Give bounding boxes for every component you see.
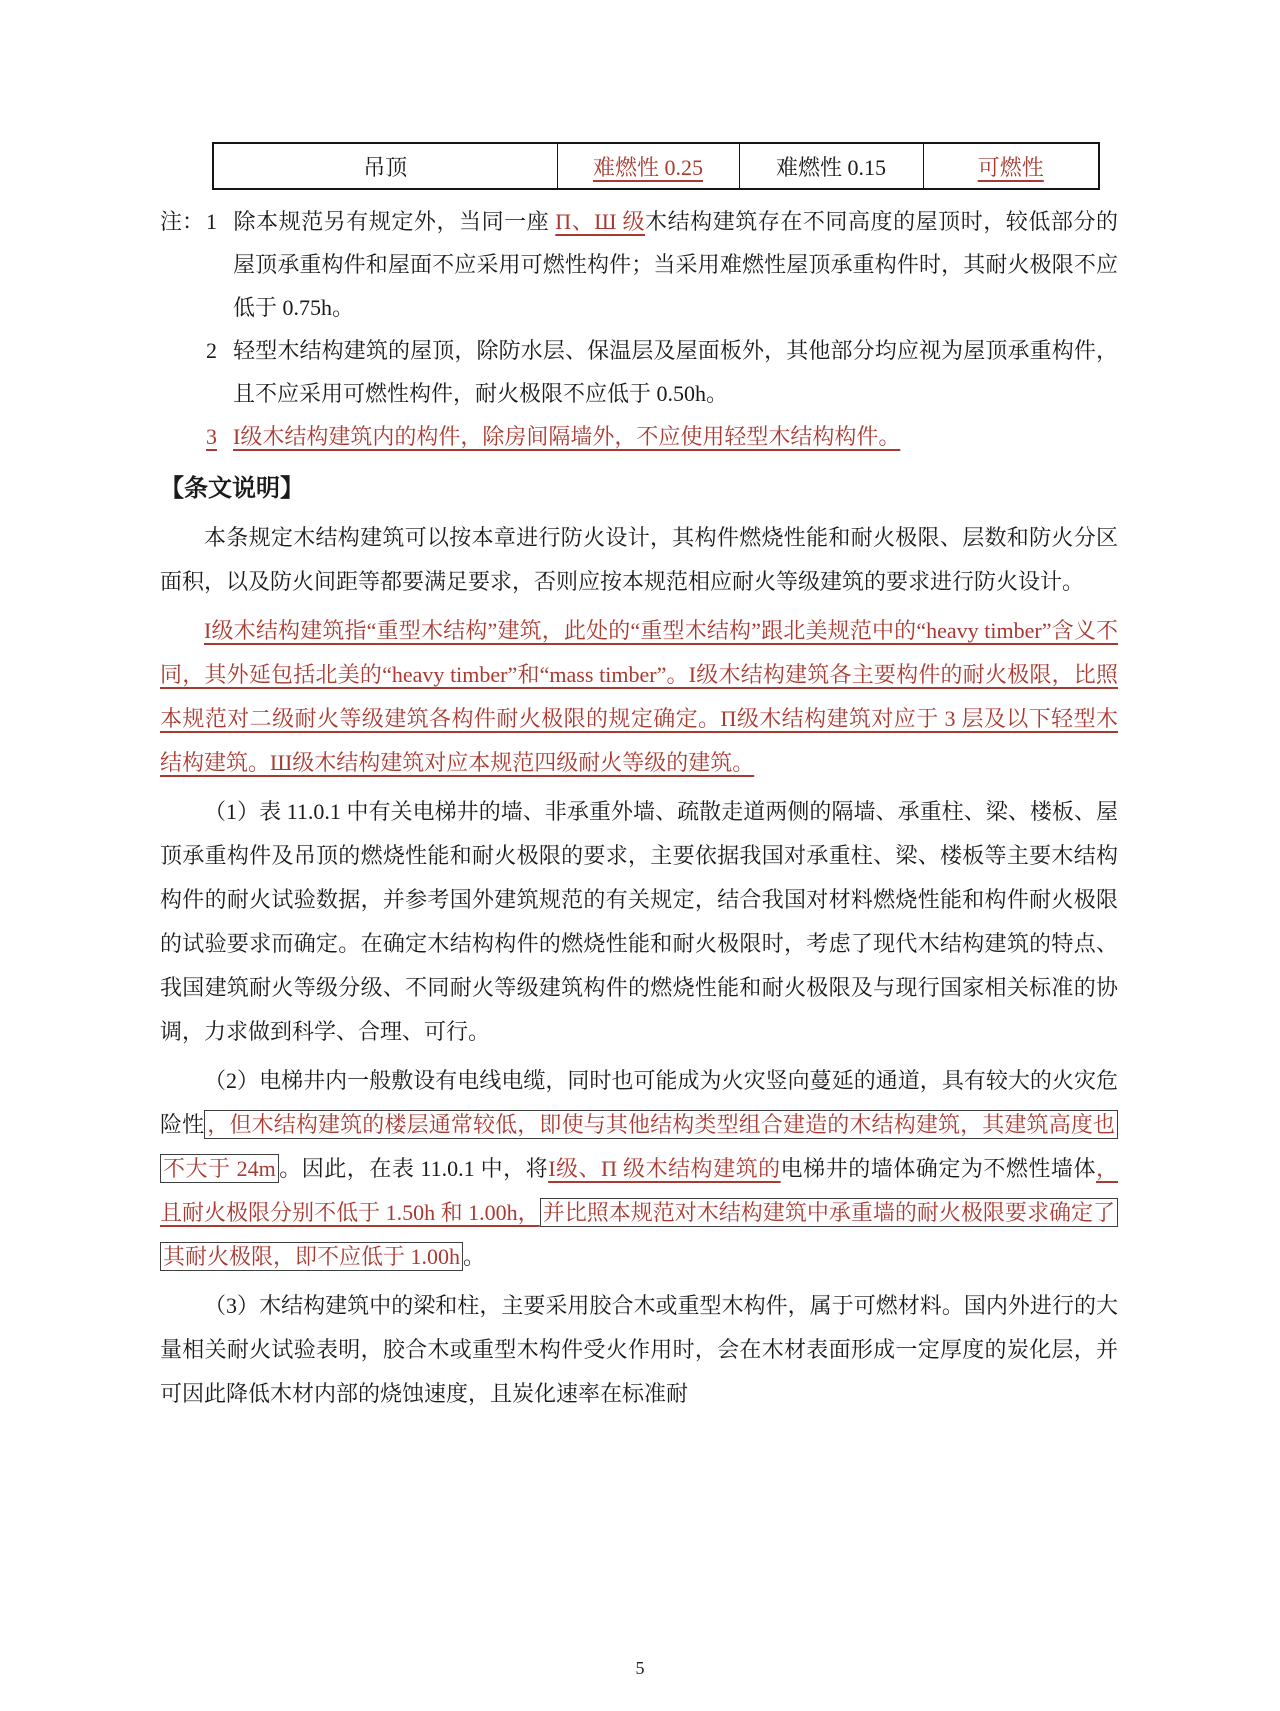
text-segment: 除本规范另有规定外，当同一座 — [233, 209, 556, 234]
table-cell-text: 难燃性 0.15 — [775, 154, 886, 180]
note-number: 1 — [206, 209, 217, 234]
table-cell — [923, 143, 1099, 189]
paragraph — [160, 609, 1118, 785]
text-segment: ，但木结构建筑的楼层通常较低，即使与其他结构类型组合建造的木结构建筑，其建筑高度也不大于 24m — [160, 1110, 1118, 1183]
text-segment: Π、Ш 级 — [555, 209, 646, 234]
text-segment: ，且耐火极限分别不低于 1.50h 和 1.00h， — [160, 1156, 1118, 1225]
note-item — [160, 329, 1118, 415]
fire-resistance-table-fragment — [212, 142, 1100, 190]
table-cell — [557, 143, 739, 189]
text-segment: （3）木结构建筑中的梁和柱，主要采用胶合木或重型木构件，属于可燃材料。国内外进行的大量相关耐火试验表明，胶合木或重型木构件受火作用时，会在木材表面形成一定厚度的炭化层，并可因此降低木材内部的烧蚀速度，且炭化速率在标准耐 — [160, 1293, 1118, 1406]
table-cell-text: 可燃性 — [977, 154, 1044, 180]
text-segment: （1）表 11.0.1 中有关电梯井的墙、非承重外墙、疏散走道两侧的隔墙、承重柱、梁、楼板、屋顶承重构件及吊顶的燃烧性能和耐火极限的要求，主要依据我国对承重柱、梁、楼板等主要木结构构件的耐火试验数据，并参考国外建筑规范的有关规定，结合我国对材料燃烧性能和构件耐火极限的试验要求而确定。在确定木结构构件的燃烧性能和耐火极限时，考虑了现代木结构建筑的特点、我国建筑耐火等级分级、不同耐火等级建筑构件的燃烧性能和耐火极限及与现行国家相关标准的协调，力求做到科学、合理、可行。 — [160, 799, 1118, 1044]
text-segment: 木结构建筑存在不同高度的屋顶时，较低部分的屋顶承重构件和屋面不应采用可燃性构件；当采用难燃性屋顶承重构件时，其耐火极限不应低于 0.75h。 — [233, 209, 1118, 320]
text-segment: 。因此，在表 11.0.1 中，将 — [278, 1156, 549, 1181]
section-title: 【条文说明】 — [160, 476, 304, 502]
note-item — [160, 200, 1118, 329]
notes-block — [160, 200, 1118, 458]
text-segment: 并比照本规范对木结构建筑中承重墙的耐火极限要求确定了其耐火极限，即不应低于 1.00h — [160, 1198, 1118, 1271]
paragraph — [160, 1059, 1118, 1279]
note-number: 3 — [206, 424, 217, 449]
table-cell-text: 吊顶 — [363, 154, 408, 180]
text-segment: I级木结构建筑内的构件，除房间隔墙外，不应使用轻型木结构构件。 — [233, 424, 901, 449]
paragraph — [160, 790, 1118, 1054]
page-number: 5 — [635, 1658, 645, 1678]
table-cell-text: 难燃性 0.25 — [592, 154, 703, 180]
text-segment: 本条规定木结构建筑可以按本章进行防火设计，其构件燃烧性能和耐火极限、层数和防火分区面积，以及防火间距等都要满足要求，否则应按本规范相应耐火等级建筑的要求进行防火设计。 — [160, 525, 1118, 594]
text-segment: 轻型木结构建筑的屋顶，除防水层、保温层及屋面板外，其他部分均应视为屋顶承重构件，且不应采用可燃性构件，耐火极限不应低于 0.50h。 — [233, 338, 1118, 406]
paragraph — [160, 1284, 1118, 1416]
table-cell — [213, 143, 557, 189]
paragraph — [160, 516, 1118, 604]
note-item — [160, 415, 1118, 458]
commentary-paragraphs — [160, 516, 1118, 1416]
note-number: 2 — [206, 338, 217, 363]
text-segment: 电梯井的墙体确定为不燃性墙体 — [780, 1156, 1096, 1181]
table-row — [213, 143, 1099, 189]
text-segment: （2）电梯井内一般敷设有电线电缆，同时也可能成为火灾竖向蔓延的通道，具有较大的火灾危险性 — [160, 1068, 1118, 1137]
document-content — [160, 142, 1118, 1421]
text-segment: 。 — [463, 1244, 486, 1269]
note-label: 注： — [160, 209, 205, 234]
text-segment: I级、Π 级木结构建筑的 — [548, 1156, 781, 1181]
table-cell — [739, 143, 923, 189]
text-segment: I级木结构建筑指“重型木结构”建筑，此处的“重型木结构”跟北美规范中的“heavy timber”含义不同，其外延包括北美的“heavy timber”和“mass timber”。I级木结构建筑各主要构件的耐火极限，比照本规范对二级耐火等级建筑各构件耐火极限的规定确定。Π级木结构建筑对应于 3 层及以下轻型木结构建筑。Ш级木结构建筑对应本规范四级耐火等级的建筑。 — [160, 618, 1118, 775]
